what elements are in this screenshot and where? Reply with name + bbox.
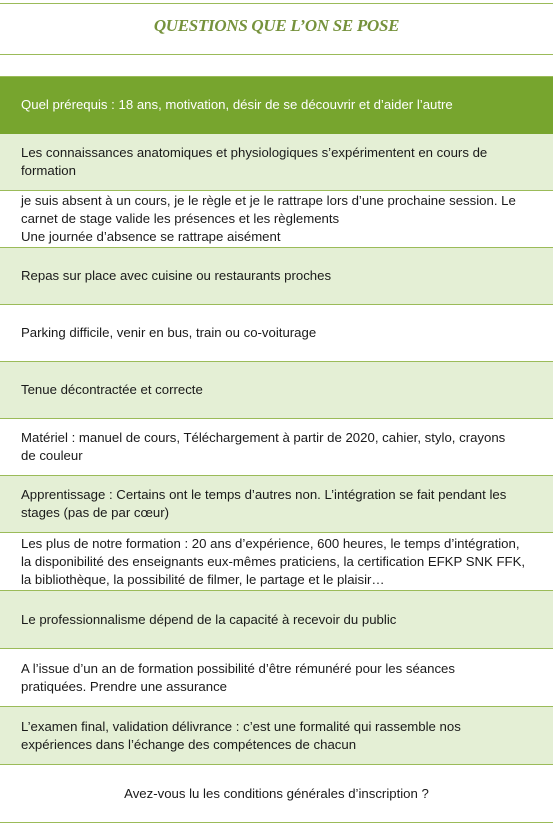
faq-table xyxy=(0,76,553,801)
faq-row-text: Matériel : manuel de cours, Téléchargement à partir de 2020, cahier, stylo, crayons de couleur xyxy=(21,430,506,463)
faq-row-absence xyxy=(0,191,553,248)
faq-row-learning xyxy=(0,476,553,533)
page-title: QUESTIONS QUE L’ON SE POSE xyxy=(153,16,400,35)
faq-row-text: Le professionnalisme dépend de la capacité à recevoir du public xyxy=(21,611,397,627)
faq-row-professionalism xyxy=(0,591,553,649)
faq-row-text: L’examen final, validation délivrance : c’est une formalité qui rassemble nos expériences dans l’échange des compétences de chacun xyxy=(21,718,461,752)
faq-row-advantages xyxy=(0,533,553,591)
faq-row-prerequisites xyxy=(0,77,553,134)
faq-row-text: Apprentissage : Certains ont le temps d’autres non. L’intégration se fait pendant les stages (pas de par cœur) xyxy=(21,487,507,520)
faq-row-text: je suis absent à un cours, je le règle et je le rattrape lors d’une prochaine session. Le carnet de stage valide les présences et les règlements Une journée d’absence se rattrape aisément xyxy=(21,193,516,244)
faq-row-text: Avez-vous lu les conditions générales d’inscription ? xyxy=(124,785,429,801)
faq-row-text: Les plus de notre formation : 20 ans d’expérience, 600 heures, le temps d’intégration, la disponibilité des enseignants eux-mêmes praticiens, la certification EFKP SNK FFK, la bibliothèque, la possibilité de filmer, le partage et le plaisir… xyxy=(21,535,526,587)
faq-row-remuneration xyxy=(0,649,553,707)
faq-row-text: Quel prérequis : 18 ans, motivation, désir de se découvrir et d’aider l’autre xyxy=(21,97,453,112)
faq-row-conditions xyxy=(0,765,553,823)
title-box xyxy=(0,3,553,55)
faq-row-meals xyxy=(0,248,553,305)
faq-row-dress xyxy=(0,362,553,419)
faq-row-text: Tenue décontractée et correcte xyxy=(21,382,203,397)
faq-row-material xyxy=(0,419,553,476)
faq-row-final-exam xyxy=(0,707,553,765)
faq-row-knowledge xyxy=(0,134,553,191)
faq-row-text: Parking difficile, venir en bus, train ou co-voiturage xyxy=(21,325,317,340)
faq-row-text: A l’issue d’un an de formation possibilité d’être rémunéré pour les séances pratiquées. Prendre une assurance xyxy=(21,660,455,694)
faq-row-parking xyxy=(0,305,553,362)
faq-row-text: Repas sur place avec cuisine ou restaurants proches xyxy=(21,268,332,283)
faq-row-text: Les connaissances anatomiques et physiologiques s’expérimentent en cours de formation xyxy=(21,145,488,178)
